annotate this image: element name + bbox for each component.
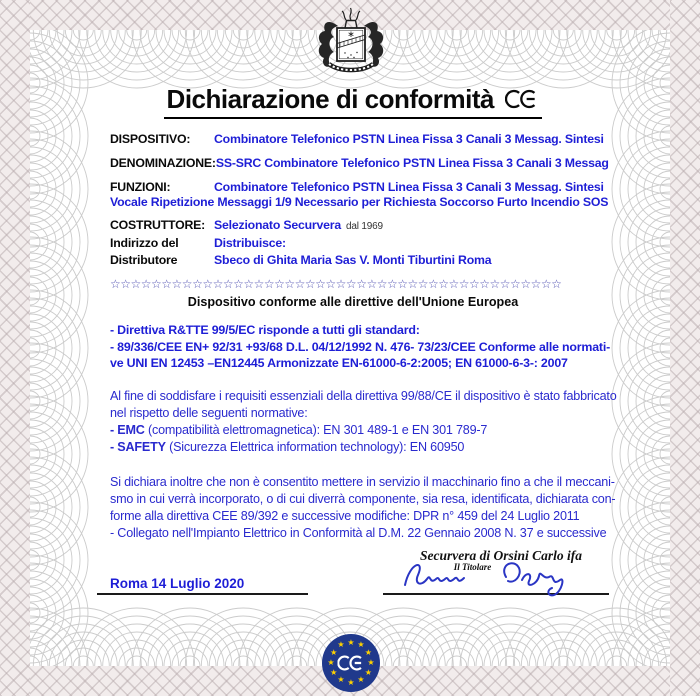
eu-flag-star-icon: ★ xyxy=(337,674,345,684)
signature-role: Il Titolare xyxy=(453,562,492,572)
field-value: Sbeco di Ghita Maria Sas V. Monti Tiburtini Roma xyxy=(214,253,492,267)
field-row-distributore xyxy=(110,253,596,268)
handwritten-signature xyxy=(398,552,603,598)
field-value: Combinatore Telefonico PSTN Linea Fissa 3 Canali 3 Messag. Sintesi xyxy=(214,132,604,146)
standards-line: - 89/336/CEE EN+ 92/31 +93/68 D.L. 04/12/1992 N. 476- 73/23/CEE Conforme alle normati- xyxy=(110,339,611,354)
standards-line: ve UNI EN 12453 –EN12445 Armonizzate EN-61000-6-2:2005; EN 61000-6-3-: 2007 xyxy=(110,356,568,370)
safety-label: - SAFETY xyxy=(110,439,166,454)
funzioni-continuation: Vocale Ripetizione Messaggi 1/9 Necessario per Richiesta Soccorso Furto Incendio SOS xyxy=(110,195,609,209)
eu-flag-star-icon: ★ xyxy=(330,647,338,657)
field-row-funzioni xyxy=(110,180,604,195)
emc-label: - EMC xyxy=(110,422,145,437)
emc-text: (compatibilità elettromagnetica): EN 301 489-1 e EN 301 789-7 xyxy=(144,422,488,437)
eu-flag-star-icon: ★ xyxy=(327,657,335,667)
page-title xyxy=(164,84,543,119)
field-label: Distributore xyxy=(110,253,178,267)
eu-flag-star-icon: ★ xyxy=(367,657,375,667)
field-row-indirizzo xyxy=(110,236,596,251)
field-label: Indirizzo del xyxy=(110,236,179,250)
declaration-line: - Collegato nell'Impianto Elettrico in Conformità al D.M. 22 Gennaio 2008 N. 37 e successive xyxy=(110,525,607,540)
standards-block xyxy=(110,322,611,372)
field-label: COSTRUTTORE: xyxy=(110,218,206,232)
eu-flag-star-icon: ★ xyxy=(337,640,345,650)
requirements-block xyxy=(110,388,617,456)
safety-line xyxy=(110,439,596,456)
eu-flag-star-icon: ★ xyxy=(330,667,338,677)
decorative-border-right xyxy=(670,0,700,696)
page-title-text: Dichiarazione di conformità xyxy=(166,84,494,114)
signature-company: Securvera di Orsini Carlo ifa xyxy=(419,548,582,563)
ce-badge-mark-icon xyxy=(338,655,365,671)
date-place: Roma 14 Luglio 2020 xyxy=(110,576,245,591)
field-row-denominazione xyxy=(110,156,609,171)
ce-mark-icon xyxy=(505,89,539,109)
decorative-border-left xyxy=(0,0,30,696)
certificate-body xyxy=(110,84,617,542)
field-value: SS-SRC Combinatore Telefonico PSTN Linea Fissa 3 Canali 3 Messag xyxy=(215,156,609,170)
field-value xyxy=(214,218,383,234)
date-line xyxy=(97,593,308,595)
field-value: Distribuisce: xyxy=(214,236,286,250)
eu-flag-star-icon: ★ xyxy=(347,637,355,647)
eu-flag-star-icon: ★ xyxy=(357,640,365,650)
device-fields xyxy=(110,132,609,268)
safety-text: (Sicurezza Elettrica information technology): EN 60950 xyxy=(165,439,465,454)
eu-flag-star-icon: ★ xyxy=(347,677,355,687)
field-value: Combinatore Telefonico PSTN Linea Fissa 3 Canali 3 Messag. Sintesi xyxy=(214,180,604,194)
declaration-block xyxy=(110,474,616,542)
eu-flag-star-icon: ★ xyxy=(357,674,365,684)
manufacturer-name: Selezionato Securvera xyxy=(214,218,342,232)
star-divider: ☆☆☆☆☆☆☆☆☆☆☆☆☆☆☆☆☆☆☆☆☆☆☆☆☆☆☆☆☆☆☆☆☆☆☆☆☆☆☆☆☆☆☆☆ xyxy=(110,277,562,291)
field-label: DENOMINAZIONE: xyxy=(110,156,216,170)
eu-flag-star-icon: ★ xyxy=(364,667,372,677)
requirements-line: nel rispetto delle seguenti normative: xyxy=(110,405,308,420)
standards-line: - Direttiva R&TTE 99/5/EC risponde a tutti gli standard: xyxy=(110,323,420,337)
eu-flag-star-icon: ★ xyxy=(364,647,372,657)
eu-conformity-heading: Dispositivo conforme alle direttive dell'Unione Europea xyxy=(187,295,519,309)
declaration-line: smo in cui verrà incorporato, o di cui diverrà componente, sia resa, identificata, dichiarata con- xyxy=(110,491,616,506)
emc-line xyxy=(110,422,596,439)
field-label: FUNZIONI: xyxy=(110,180,171,194)
field-label: DISPOSITIVO: xyxy=(110,132,191,146)
ce-eu-badge xyxy=(322,634,380,692)
declaration-line: forme alla direttiva CEE 89/392 e successive modifiche: DPR n° 459 del 24 Luglio 2011 xyxy=(110,508,580,523)
requirements-line: Al fine di soddisfare i requisiti essenziali della direttiva 99/88/CE il dispositivo è stato fabbricato xyxy=(110,388,617,403)
field-row-dispositivo xyxy=(110,132,604,147)
field-row-costruttore xyxy=(110,218,596,234)
declaration-line: Si dichiara inoltre che non è consentito mettere in servizio il macchinario fino a che il meccani- xyxy=(110,474,615,489)
coat-of-arms xyxy=(312,5,390,81)
manufacturer-block xyxy=(110,218,596,268)
manufacturer-since: dal 1969 xyxy=(346,221,383,232)
